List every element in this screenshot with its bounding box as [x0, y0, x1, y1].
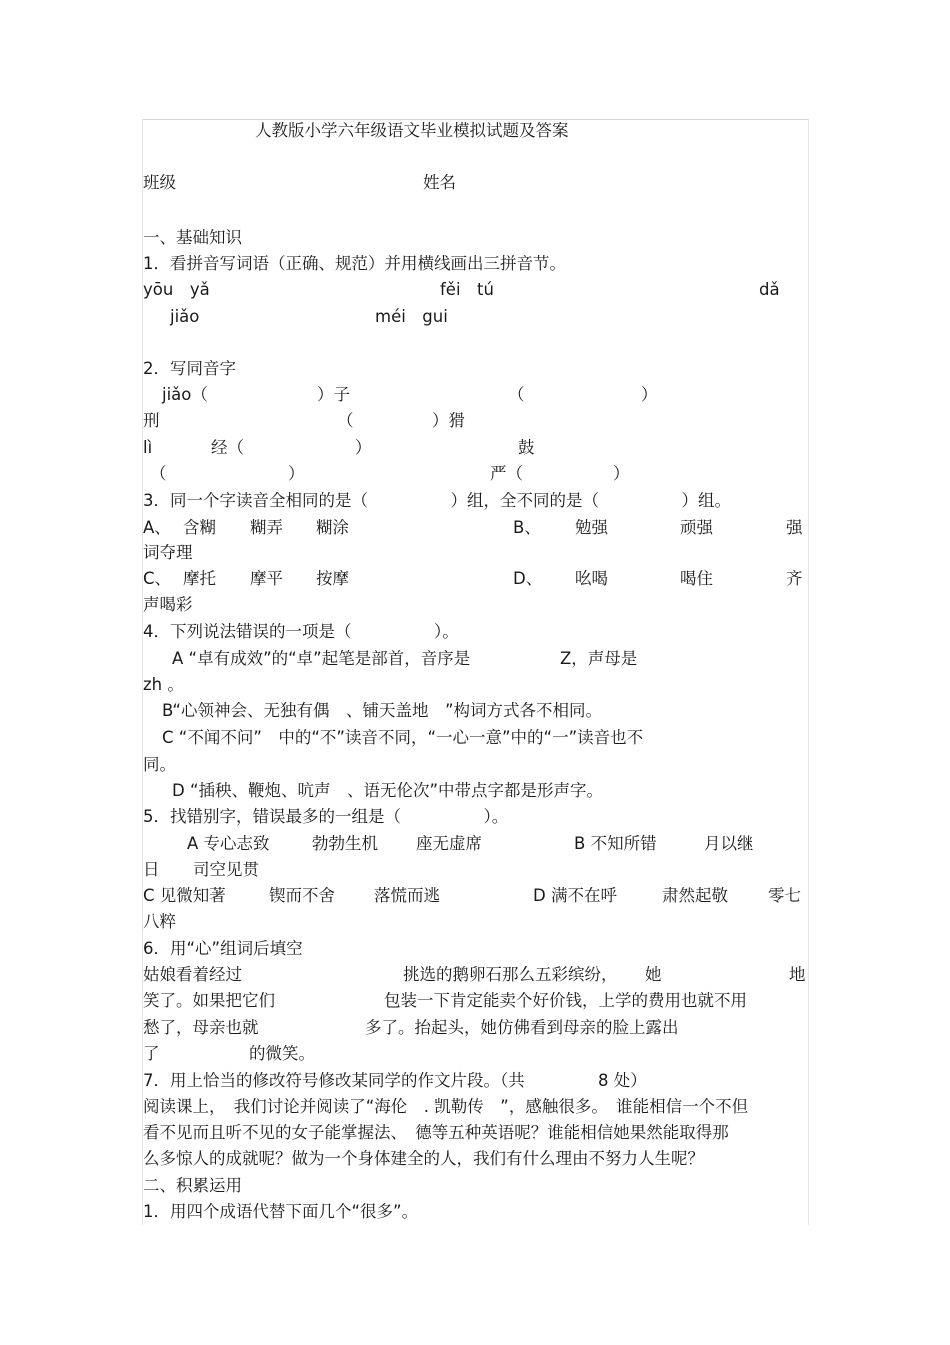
q5-option-a-word2: 勃勃生机	[312, 834, 378, 853]
q5-option-b-word2: 月以继	[704, 834, 754, 853]
q3-option-a-word1: 含糊	[183, 518, 216, 537]
pinyin-meigui: méi gui	[375, 307, 448, 326]
q5-option-b-continued: 日	[143, 860, 160, 879]
q2-line4-d: ）	[613, 464, 630, 483]
q6-line1-c: 她	[645, 965, 662, 984]
q5-option-b-word3: 司空见贯	[193, 860, 259, 879]
q3-option-a-word2: 糊弄	[250, 518, 283, 537]
section2-question-1-text: 1．用四个成语代替下面几个“很多”。	[143, 1202, 419, 1221]
q5-option-c-word2: 锲而不舍	[269, 886, 335, 905]
section-heading-basics: 一、基础知识	[143, 228, 242, 247]
q3-option-b-continued: 词夺理	[143, 543, 193, 562]
pinyin-da: dǎ	[759, 280, 780, 299]
q2-line4-b: ）	[288, 464, 305, 483]
q2-line3-c: ）	[355, 438, 372, 457]
q4-option-c-part1: C “不闻不问” 中的“不”读音不同，“一心一意”中的“一”读音也不	[162, 728, 644, 747]
q6-line1-b: 挑选的鹅卵石那么五彩缤纷，	[403, 965, 618, 984]
q3-option-b-label: B、	[513, 518, 541, 537]
q2-line1-c: （	[508, 385, 525, 404]
q6-line2-b: 包装一下肯定能卖个好价钱，上学的费用也就不用	[384, 991, 747, 1010]
q6-line4-b: 的微笑。	[249, 1044, 315, 1063]
q3-option-c-label: C、	[143, 569, 172, 588]
q5-option-a-word1: A 专心志致	[187, 834, 270, 853]
q4-option-a-part3: zh 。	[143, 675, 184, 694]
q3-option-c-word3: 按摩	[316, 569, 349, 588]
q2-line2-c: ）猾	[432, 411, 465, 430]
q6-line1-a: 姑娘看着经过	[143, 965, 242, 984]
q2-line3-d: 鼓	[518, 438, 535, 457]
q3-option-d-word2: 喝住	[680, 569, 713, 588]
q4-option-b: B“心领神会、无独有偶 、铺天盖地 ”构词方式各不相同。	[162, 701, 603, 720]
question-7-count: 8 处）	[598, 1071, 647, 1090]
q5-option-c-word1: C 见微知著	[143, 886, 226, 905]
q7-passage-line3: 么多惊人的成就呢？做为一个身体建全的人，我们有什么理由不努力人生呢？	[143, 1149, 704, 1168]
class-label: 班级	[143, 173, 176, 192]
q2-line2-b: （	[337, 411, 354, 430]
q6-line3-b: 多了。抬起头，她仿佛看到母亲的脸上露出	[365, 1018, 679, 1037]
q2-line3-a: lì	[143, 438, 153, 457]
q5-option-b-word1: B 不知所错	[574, 834, 657, 853]
q4-option-a-part2: Z，声母是	[560, 649, 638, 668]
q6-line1-d: 地	[789, 965, 806, 984]
q4-option-a-part1: A “卓有成效”的“卓”起笔是部首，音序是	[172, 649, 471, 668]
q3-option-b-word2: 顽强	[680, 518, 713, 537]
q6-line4-a: 了	[143, 1044, 160, 1063]
q3-option-a-word3: 糊涂	[316, 518, 349, 537]
q5-option-d-word3: 零七	[768, 886, 801, 905]
q5-option-d-word1: D 满不在呼	[533, 886, 617, 905]
name-label: 姓名	[423, 173, 456, 192]
pinyin-jiao: jiǎo	[170, 307, 200, 326]
q7-passage-line1: 阅读课上， 我们讨论并阅读了“海伦 . 凯勒传 ”，感触很多。 谁能相信一个不但	[143, 1097, 749, 1116]
q5-option-a-word3: 座无虚席	[416, 834, 482, 853]
q4-option-d: D “插秧、鞭炮、吭声 、语无伦次”中带点字都是形声字。	[172, 781, 604, 800]
q3-option-d-label: D、	[513, 569, 543, 588]
q2-line4-a: （	[150, 464, 167, 483]
q3-option-a-label: A、	[143, 518, 171, 537]
q6-line3-a: 愁了，母亲也就	[143, 1018, 259, 1037]
q3-option-c-word2: 摩平	[250, 569, 283, 588]
question-6-text: 6．用“心”组词后填空	[143, 939, 303, 958]
q5-option-c-word3: 落慌而逃	[374, 886, 440, 905]
pinyin-feitu: fěi tú	[440, 280, 494, 299]
q2-line1-b: ）子	[317, 385, 350, 404]
q2-line4-c: 严（	[490, 464, 523, 483]
q2-line2-a: 刑	[143, 411, 160, 430]
q5-option-d-word2: 肃然起敬	[662, 886, 728, 905]
q7-passage-line2: 看不见而且听不见的女子能掌握法、 德等五种英语呢？谁能相信她果然能取得那	[143, 1123, 729, 1142]
q3-option-c-word1: 摩托	[183, 569, 216, 588]
document-title: 人教版小学六年级语文毕业模拟试题及答案	[255, 121, 569, 140]
q3-option-b-word1: 勉强	[575, 518, 608, 537]
question-3-text: 3．同一个字读音全相同的是（ ）组，全不同的是（ ）组。	[143, 491, 731, 510]
question-4-text: 4．下列说法错误的一项是（ ）。	[143, 622, 459, 641]
q2-line3-b: 经（	[211, 438, 244, 457]
q3-option-d-continued: 声喝彩	[143, 595, 193, 614]
q3-option-d-word3: 齐	[786, 569, 803, 588]
q3-option-b-word3: 强	[786, 518, 803, 537]
pinyin-youya: yōu yǎ	[143, 280, 210, 299]
q5-option-d-continued: 八粹	[143, 912, 176, 931]
q4-option-c-part2: 同。	[143, 755, 176, 774]
q2-line1-a: jiǎo（	[162, 385, 208, 404]
q6-line2-a: 笑了。如果把它们	[143, 991, 275, 1010]
q3-option-d-word1: 吆喝	[575, 569, 608, 588]
question-5-text: 5．找错别字，错误最多的一组是（ ）。	[143, 807, 509, 826]
question-2-text: 2．写同音字	[143, 359, 236, 378]
question-1-text: 1．看拼音写词语（正确、规范）并用横线画出三拼音节。	[143, 254, 566, 273]
section-heading-accumulation: 二、积累运用	[143, 1176, 242, 1195]
question-7-text: 7．用上恰当的修改符号修改某同学的作文片段。（共	[143, 1071, 525, 1090]
q2-line1-d: ）	[641, 385, 658, 404]
